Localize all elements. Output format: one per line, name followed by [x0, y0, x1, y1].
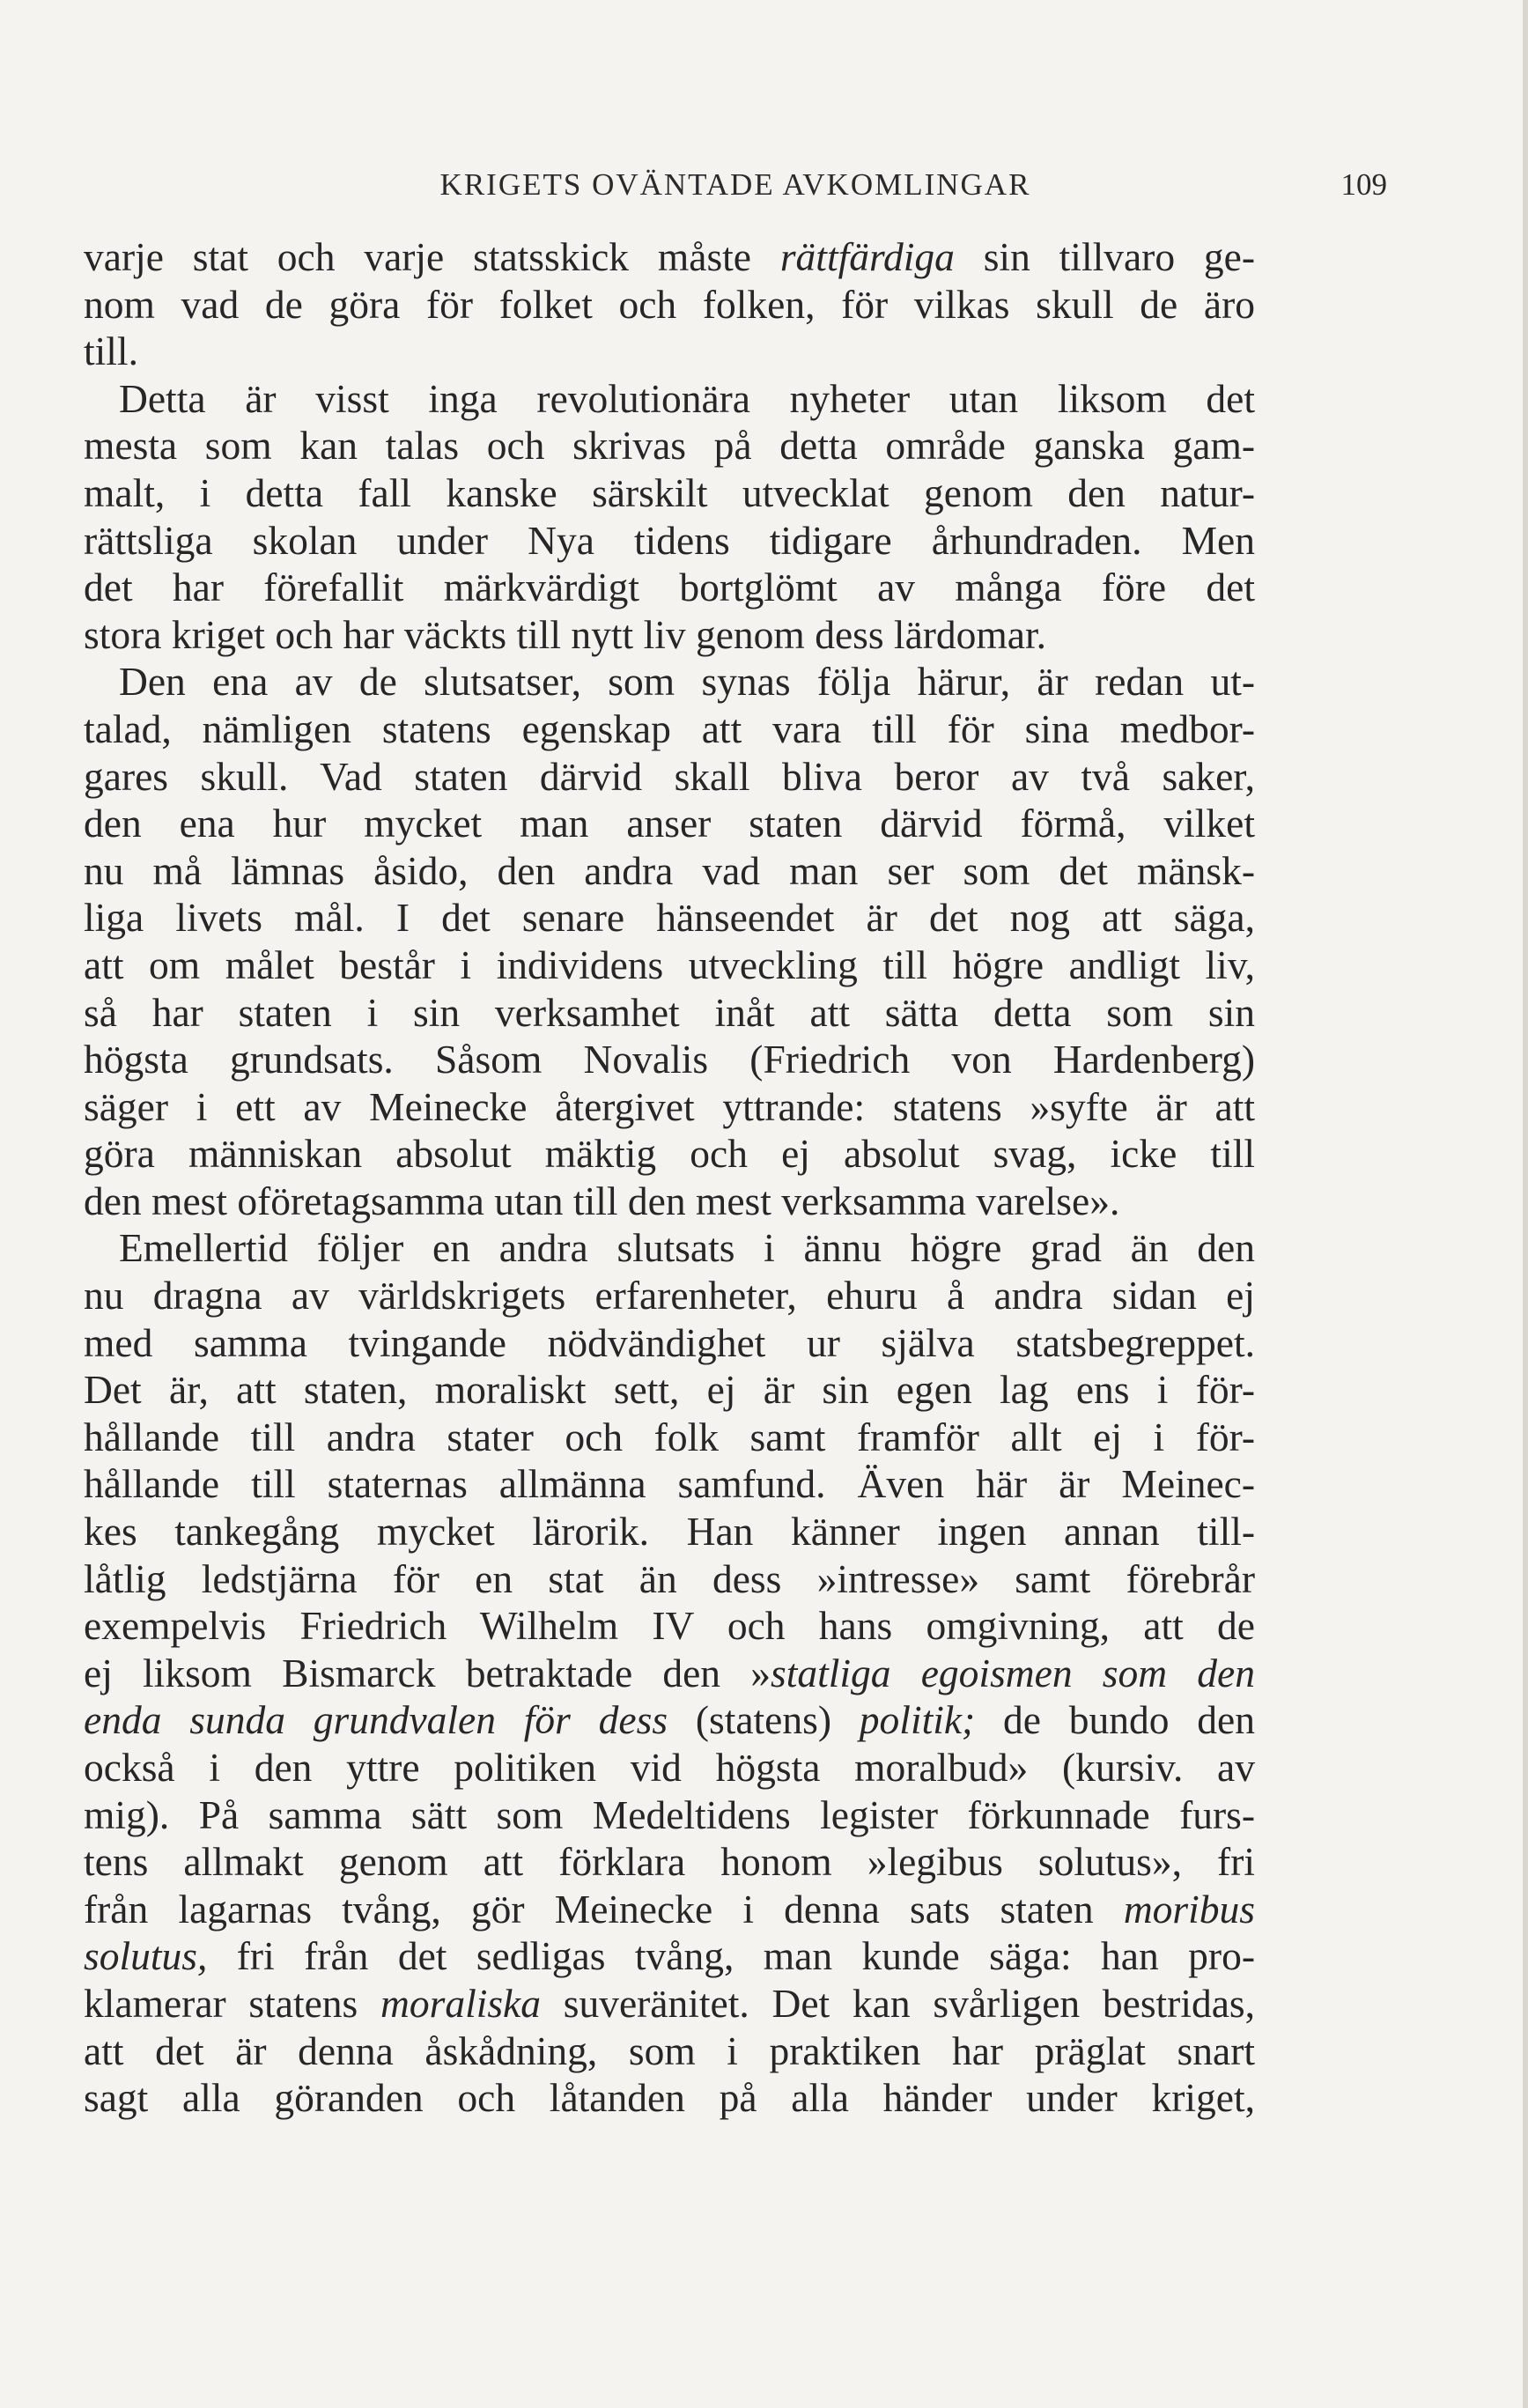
text-line: [84, 1130, 1255, 1178]
text-line: [84, 1555, 1255, 1603]
text-line: [84, 1460, 1255, 1508]
text-segment: malt, i detta fall kanske särskilt utvecklat genom den natur-: [84, 469, 1255, 515]
text-line: [84, 1744, 1255, 1791]
text-segment: nom vad de göra för folket och folken, för vilkas skull de äro: [84, 281, 1255, 327]
text-line: [84, 705, 1255, 753]
italic-text: politik;: [859, 1697, 976, 1743]
text-line: [84, 1886, 1255, 1933]
text-segment: att det är denna åskådning, som i praktiken har präglat snart: [84, 2028, 1255, 2073]
text-segment: kes tankegång mycket lärorik. Han känner ingen annan till-: [84, 1509, 1255, 1555]
text-segment: att om målet består i individens utveckling till högre andligt liv,: [84, 942, 1255, 987]
italic-text: enda sunda grundvalen för dess: [84, 1697, 668, 1743]
text-segment: mig). På samma sätt som Medeltidens legister förkunnade furs-: [84, 1791, 1255, 1837]
text-line: [84, 1932, 1255, 1980]
text-segment: klamerar statens: [84, 1980, 380, 2026]
text-line: [84, 611, 1255, 659]
text-segment: ej liksom Bismarck betraktade den »: [84, 1650, 771, 1695]
text-line: [84, 894, 1255, 942]
text-segment: talad, nämligen statens egenskap att vara till för sina medbor-: [84, 705, 1255, 751]
italic-text: moraliska: [380, 1980, 541, 2026]
text-line: [84, 422, 1255, 469]
text-line: [84, 1980, 1255, 2028]
text-segment: säger i ett av Meinecke återgivet yttrande: statens »syfte är att: [84, 1083, 1255, 1129]
text-line: [84, 847, 1255, 895]
text-segment: den mest oföretagsamma utan till den mest verksamma varelse».: [84, 1178, 1120, 1223]
italic-text: rättfärdiga: [779, 234, 955, 279]
text-segment: exempelvis Friedrich Wilhelm IV och hans omgivning, att de: [84, 1603, 1255, 1649]
text-segment: (statens): [668, 1697, 860, 1743]
text-line: [84, 800, 1255, 847]
text-segment: till.: [84, 329, 138, 374]
text-segment: nu dragna av världskrigets erfarenheter, ehuru å andra sidan ej: [84, 1273, 1255, 1318]
text-segment: Det är, att staten, moraliskt sett, ej är sin egen lag ens i för-: [84, 1367, 1255, 1413]
text-line: [84, 753, 1255, 801]
text-segment: det har förefallit märkvärdigt bortglömt av många före det: [84, 565, 1255, 610]
text-line: [84, 1414, 1255, 1461]
text-segment: Detta är visst inga revolutionära nyheter utan liksom det: [119, 375, 1255, 421]
page-number: 109: [1340, 167, 1387, 202]
italic-text: solutus,: [84, 1933, 208, 1979]
text-line: [84, 1366, 1255, 1414]
text-line: [84, 1791, 1255, 1839]
text-line: [84, 328, 1255, 375]
text-segment: suveränitet. Det kan svårligen bestridas,: [541, 1980, 1255, 2026]
text-segment: varje stat och varje statsskick måste: [84, 234, 780, 279]
text-segment: från lagarnas tvång, gör Meinecke i denna sats staten: [84, 1886, 1124, 1932]
text-segment: tens allmakt genom att förklara honom »legibus solutus», fri: [84, 1839, 1255, 1885]
text-line: [84, 1036, 1255, 1083]
text-segment: de bundo den: [975, 1697, 1256, 1743]
italic-text: statliga egoismen som den: [771, 1650, 1255, 1695]
text-segment: nu må lämnas åsido, den andra vad man ser som det mänsk-: [84, 847, 1255, 893]
text-line: [84, 564, 1255, 611]
text-line: [84, 942, 1255, 989]
text-line: [84, 1178, 1255, 1225]
text-segment: hållande till staternas allmänna samfund. Även här är Meinec-: [84, 1461, 1255, 1507]
text-line: [84, 281, 1255, 329]
text-segment: också i den yttre politiken vid högsta moralbud» (kursiv. av: [84, 1745, 1255, 1790]
text-segment: gares skull. Vad staten därvid skall bliva beror av två saker,: [84, 753, 1255, 799]
text-segment: högsta grundsats. Såsom Novalis (Friedrich von Hardenberg): [84, 1037, 1255, 1082]
text-segment: den ena hur mycket man anser staten därvid förmå, vilket: [84, 801, 1255, 846]
text-segment: så har staten i sin verksamhet inåt att sätta detta som sin: [84, 989, 1255, 1035]
text-line: [84, 2028, 1255, 2075]
text-line: [84, 1650, 1255, 1697]
italic-text: moribus: [1123, 1886, 1255, 1932]
text-line: [84, 658, 1255, 705]
page-header: [84, 167, 1387, 211]
text-line: [84, 1224, 1255, 1272]
text-segment: sagt alla göranden och låtanden på alla händer under kriget,: [84, 2075, 1255, 2121]
text-line: [84, 989, 1255, 1037]
text-segment: hållande till andra stater och folk samt framför allt ej i för-: [84, 1414, 1255, 1459]
text-line: [84, 1319, 1255, 1367]
text-segment: med samma tvingande nödvändighet ur själva statsbegreppet.: [84, 1319, 1255, 1365]
text-segment: stora kriget och har väckts till nytt liv genom dess lärdomar.: [84, 611, 1047, 657]
text-line: [84, 1602, 1255, 1650]
text-segment: Emellertid följer en andra slutsats i ännu högre grad än den: [119, 1225, 1255, 1271]
text-line: [84, 1838, 1255, 1886]
body-text: [84, 233, 1255, 2122]
text-segment: göra människan absolut mäktig och ej absolut svag, icke till: [84, 1131, 1255, 1177]
text-line: [84, 375, 1255, 423]
page-edge: [1523, 0, 1528, 2408]
text-line: [84, 233, 1255, 281]
text-segment: fri från det sedligas tvång, man kunde säga: han pro-: [207, 1933, 1255, 1979]
text-line: [84, 1083, 1255, 1131]
text-line: [84, 1272, 1255, 1319]
text-segment: mesta som kan talas och skrivas på detta område ganska gam-: [84, 423, 1255, 469]
text-line: [84, 517, 1255, 565]
text-line: [84, 1508, 1255, 1555]
text-line: [84, 1696, 1255, 1744]
text-segment: låtlig ledstjärna för en stat än dess »intresse» samt förebrår: [84, 1555, 1255, 1601]
running-title: KRIGETS OVÄNTADE AVKOMLINGAR: [439, 167, 1031, 202]
text-segment: sin tillvaro ge-: [954, 234, 1256, 279]
text-line: [84, 469, 1255, 517]
text-segment: Den ena av de slutsatser, som synas följa härur, är redan ut-: [119, 659, 1255, 705]
text-line: [84, 2074, 1255, 2122]
text-segment: rättsliga skolan under Nya tidens tidigare århundraden. Men: [84, 517, 1255, 563]
text-segment: liga livets mål. I det senare hänseendet är det nog att säga,: [84, 895, 1255, 941]
